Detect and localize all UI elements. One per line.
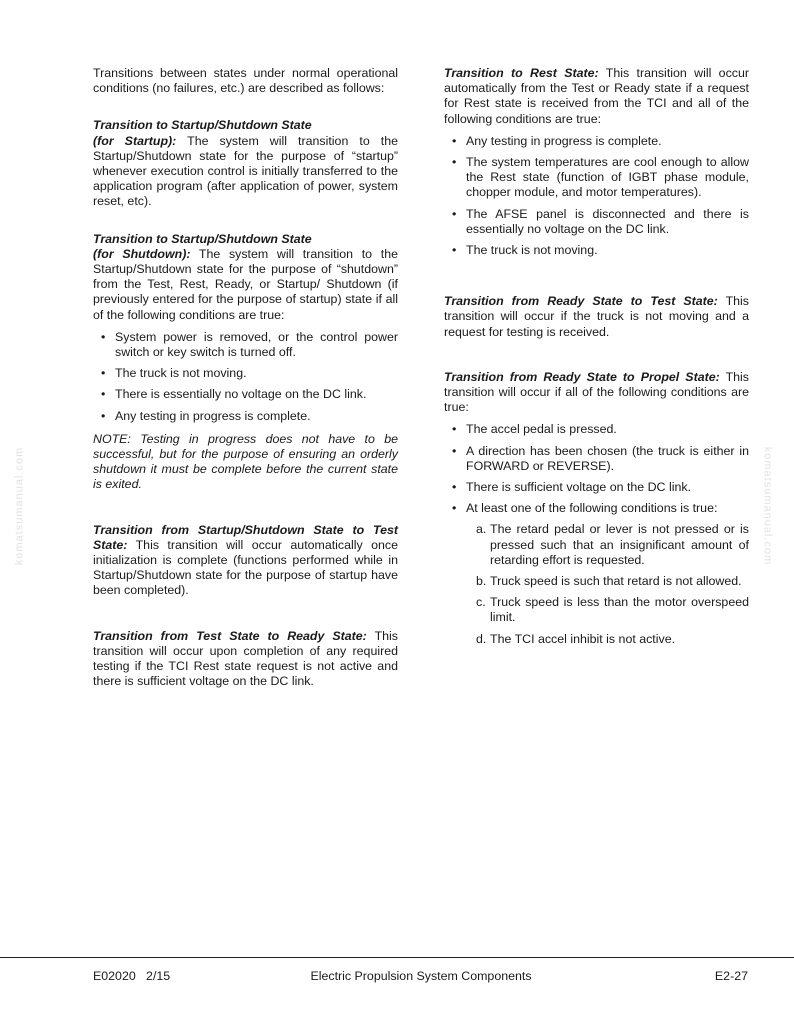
footer-title: Electric Propulsion System Components [310,969,532,983]
section-paragraph [93,523,398,599]
sub-list-item [444,595,749,625]
list-item: • The truck is not moving. [93,366,398,381]
section-text: The system will transition to the Startup/Shutdown state for the purpose of “startup” whenever execution control is initially transferred to the application program (after application of power, system reset, etc). [93,133,398,209]
section-heading: Transition to Startup/Shutdown State [93,231,312,246]
watermark-right: komatsumanual.com [761,446,774,566]
sub-list-item [444,522,749,568]
section-heading: Transition to Startup/Shutdown State [93,118,312,133]
section-text: This transition will occur automatically from the Test or Ready state if a request for Rest state is received from the TCI and all of the following conditions are true: [444,66,749,126]
section-ready-to-test [444,294,749,340]
list-item: • Any testing in progress is complete. [93,409,398,424]
footer-rule [0,957,794,958]
footer-page-number: E2-27 [714,969,748,983]
section-text: This transition will occur automatically once initialization is complete (functions performed while in Startup/Shutdown state for the purpose of startup have been completed). [93,537,398,598]
bullet-list [444,134,749,258]
sub-text: The TCI accel inhibit is not active. [490,631,676,646]
section-lead: (for Startup): [93,133,177,148]
footer-doc-code: E02020 2/15 [93,969,171,983]
list-item: • The accel pedal is pressed. [444,422,749,437]
sub-marker: b. [476,574,487,589]
sub-text: Truck speed is such that retard is not allowed. [490,574,742,589]
section-lead: Transition from Startup/Shutdown State to Test State: [93,522,398,552]
section-paragraph [93,629,398,690]
section-startup [93,118,398,209]
section-lead: Transition from Test State to Ready State: [93,628,367,643]
list-item: • The AFSE panel is disconnected and there is essentially no voltage on the DC link. [444,207,749,237]
section-text: The system will transition to the Startup/Shutdown state for the purpose of “shutdown” from the Test, Rest, Ready, or Startup/ Shutdown (if previously entered for the purpose of startup) state if all of the following conditions are true: [93,246,398,322]
list-item: • The truck is not moving. [444,243,749,258]
section-text: This transition will occur upon completion of any required testing if the TCI Rest state request is not active and there is sufficient voltage on the DC link. [93,628,398,689]
bullet-list [93,330,398,424]
sub-marker: c. [476,595,486,610]
section-paragraph [93,247,398,323]
section-lead: Transition from Ready State to Test State: [444,294,718,309]
sub-list [444,522,749,646]
section-text: This transition will occur if all of the following conditions are true: [444,369,749,415]
list-item: • At least one of the following conditions is true: [444,501,749,516]
list-item: • There is essentially no voltage on the DC link. [93,387,398,402]
right-column [444,66,749,653]
section-paragraph [444,66,749,127]
list-item: • There is sufficient voltage on the DC link. [444,480,749,495]
section-paragraph [444,370,749,416]
sub-text: The retard pedal or lever is not pressed or is pressed such that an insignificant amount of retarding effort is requested. [490,522,749,567]
section-lead: Transition from Ready State to Propel State: [444,369,720,384]
bullet-list [444,422,749,516]
intro-paragraph: Transitions between states under normal operational conditions (no failures, etc.) are described as follows: [93,66,398,96]
sub-marker: a. [476,522,487,537]
section-paragraph [444,294,749,340]
sub-list-item [444,574,749,589]
left-column [93,66,398,690]
sub-text: Truck speed is less than the motor overspeed limit. [490,595,749,625]
note-paragraph: NOTE: Testing in progress does not have to be successful, but for the purpose of ensuring an orderly shutdown it must be complete before the current state is exited. [93,431,398,492]
section-paragraph [93,134,398,210]
section-rest [444,66,749,258]
section-shutdown [93,232,398,493]
section-lead: Transition to Rest State: [444,66,599,80]
list-item: • The system temperatures are cool enough to allow the Rest state (function of IGBT phase module, chopper module, and motor temperatures). [444,155,749,201]
list-item: • System power is removed, or the control power switch or key switch is turned off. [93,330,398,360]
list-item: • A direction has been chosen (the truck is either in FORWARD or REVERSE). [444,444,749,474]
section-test-to-ready [93,629,398,690]
section-lead: (for Shutdown): [93,246,191,261]
sub-list-item [444,632,749,647]
section-startup-to-test [93,523,398,599]
section-ready-to-propel [444,370,749,647]
section-text: This transition will occur if the truck is not moving and a request for testing is received. [444,294,749,339]
sub-marker: d. [476,631,487,646]
list-item: • Any testing in progress is complete. [444,134,749,149]
watermark-left: komatsumanual.com [13,446,26,566]
